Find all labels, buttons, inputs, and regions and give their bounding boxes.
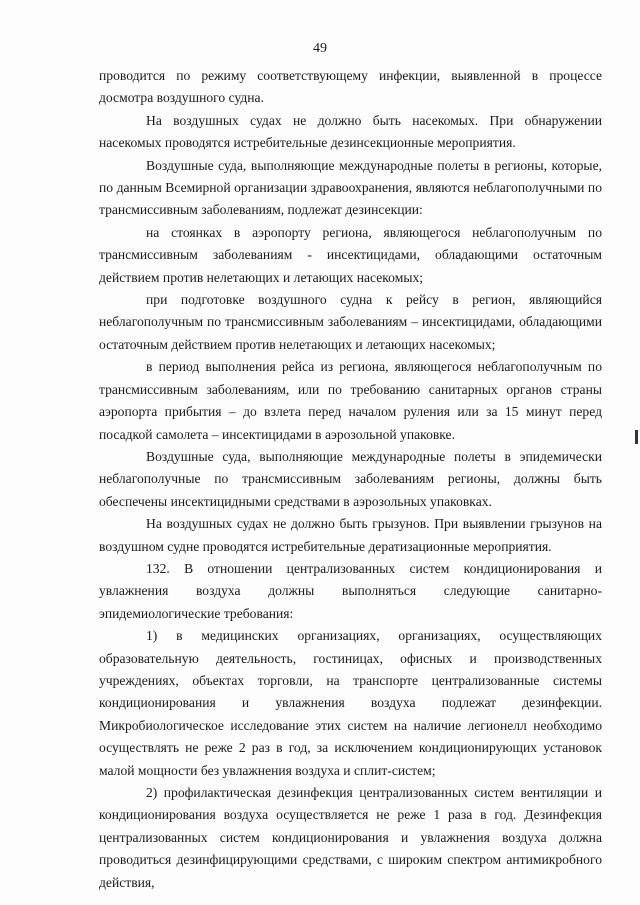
paragraph-continuation: проводится по режиму соответствующему инфекции, выявленной в процессе досмотра воздушного судна.: [99, 68, 602, 106]
paragraph-international-flights: Воздушные суда, выполняющие международные полеты в регионы, которые, по данным Всемирной организации здравоохранения, являются неблагополучными по трансмиссивным заболеваниям, подлежат дезинсекции:: [99, 157, 602, 218]
paragraph-insects: На воздушных судах не должно быть насекомых. При обнаружении насекомых проводятся истребительные дезинсекционные мероприятия.: [99, 112, 602, 151]
paragraph-in-flight: в период выполнения рейса из региона, являющегося неблагополучным по трансмиссивным заболеваниям, или по требованию санитарных органов страны аэропорта прибытия – до взлета перед началом руления или за 15 минут перед посадкой самолета – инсектицидами в аэрозольной упаковке.: [99, 359, 602, 442]
paragraph-parking-disinsection: на стоянках в аэропорту региона, являющегося неблагополучным по трансмиссивным заболеваниям - инсектицидами, обладающими остаточным действием против нелетающих и летающих насекомых;: [99, 224, 602, 285]
document-body: [99, 65, 602, 894]
paragraph-flight-preparation: при подготовке воздушного судна к рейсу в регион, являющийся неблагополучным по трансмиссивным заболеваниям – инсектицидами, обладающими остаточным действием против нелетающих и летающих насекомых;: [99, 292, 602, 352]
page-number: 49: [313, 41, 327, 56]
paragraph-item-1: 1) в медицинских организациях, организациях, осуществляющих образовательную деятельность, гостиницах, офисных и производственных учреждениях, объектах торговли, на транспорте централизованные системы кондиционирования и увлажнения воздуха подлежат дезинфекции. Микробиологическое исследование этих систем на наличие легионелл необходимо осуществлять не реже 2 раз в год, за исключением кондиционирующих установок малой мощности без увлажнения воздуха и сплит-систем;: [99, 628, 602, 778]
paragraph-item-2: 2) профилактическая дезинфекция централизованных систем вентиляции и кондиционирования воздуха осуществляется не реже 1 раза в год. Дезинфекция централизованных систем кондиционирования и увлажнения воздуха должна проводиться дезинфицирующими средствами, с широким спектром антимикробного действия,: [99, 785, 602, 890]
scan-edge-mark: [635, 430, 638, 444]
paragraph-rodents: На воздушных судах не должно быть грызунов. При выявлении грызунов на воздушном судне проводятся истребительные дератизационные мероприятия.: [99, 516, 602, 554]
paragraph-insecticide-supply: Воздушные суда, выполняющие международные полеты в эпидемически неблагополучные по трансмиссивным заболеваниям регионы, должны быть обеспечены инсектицидными средствами в аэрозольных упаковках.: [99, 448, 602, 509]
paragraph-section-132: 132. В отношении централизованных систем кондиционирования и увлажнения воздуха должны выполняться следующие санитарно-эпидемиологические требования:: [99, 560, 602, 621]
